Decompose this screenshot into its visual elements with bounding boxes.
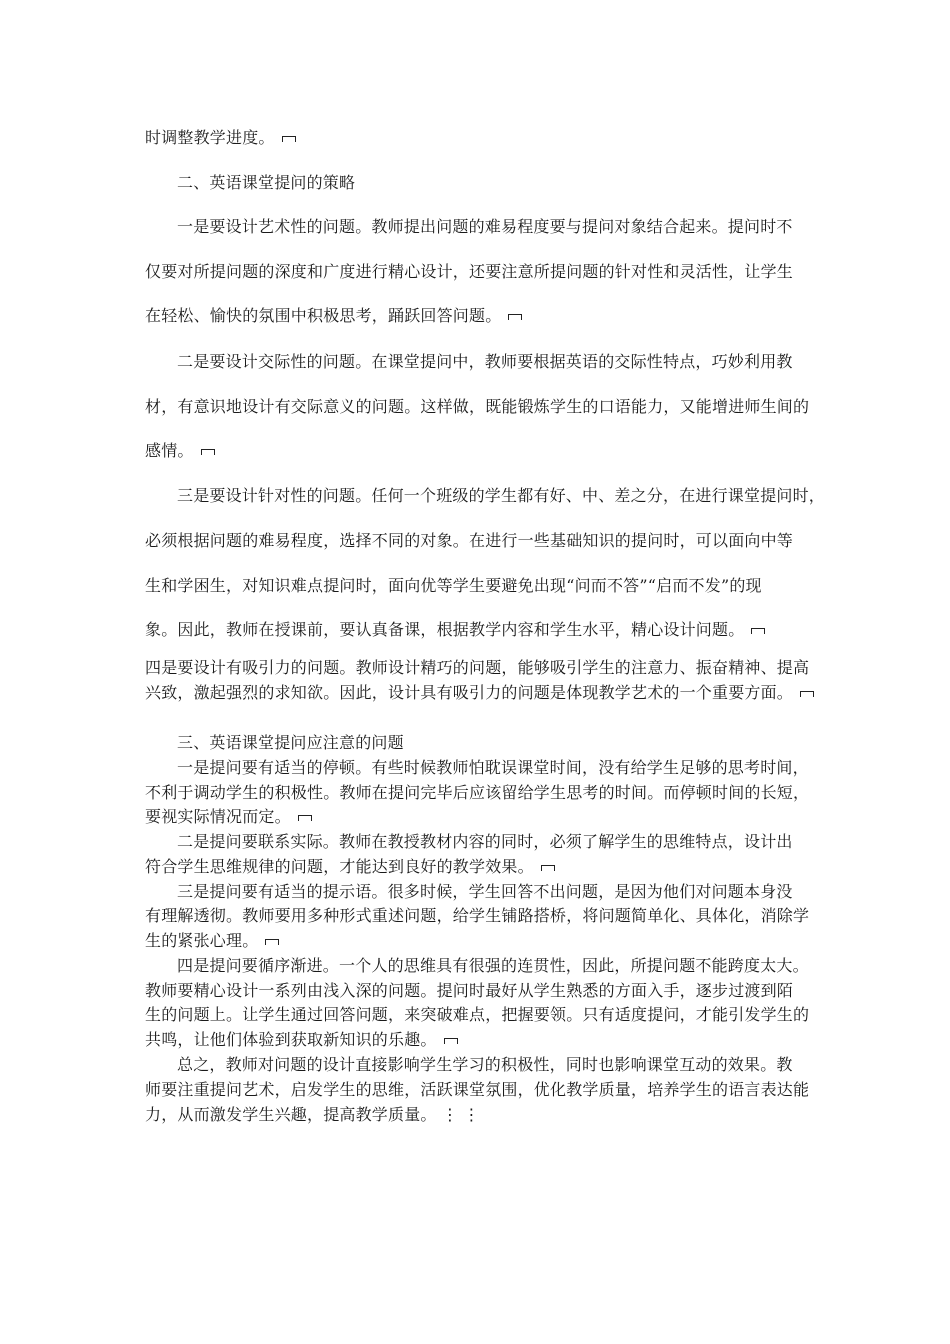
text-line: 在轻松、愉快的氛围中积极思考，踊跃回答问题。 xyxy=(145,306,522,326)
text-line: 二是要设计交际性的问题。在课堂提问中，教师要根据英语的交际性特点，巧妙利用教 xyxy=(177,352,793,371)
text-line: 三是要设计针对性的问题。任何一个班级的学生都有好、中、差之分，在进行课堂提问时， xyxy=(177,486,826,505)
text-line: 力，从而激发学生兴趣，提高教学质量。 ⋮ ⋮ xyxy=(145,1105,480,1124)
text-line: 四是要设计有吸引力的问题。教师设计精巧的问题，能够吸引学生的注意力、振奋精神、提高 xyxy=(145,658,810,677)
paragraph-mark-icon xyxy=(282,136,296,142)
text-line: 共鸣，让他们体验到获取新知识的乐趣。 xyxy=(145,1030,458,1050)
text-line: 教师要精心设计一系列由浅入深的问题。提问时最好从学生熟悉的方面入手，逐步过渡到陌 xyxy=(145,981,794,1000)
paragraph-mark-icon xyxy=(444,1038,458,1044)
text-line: 生和学困生，对知识难点提问时，面向优等学生要避免出现“问而不答”“启而不发”的现 xyxy=(145,576,762,595)
text-line: 生的问题上。让学生通过回答问题，来突破难点，把握要领。只有适度提问，才能引发学生的 xyxy=(145,1005,810,1024)
text-line: 时调整教学进度。 xyxy=(145,128,296,148)
paragraph-mark-icon xyxy=(751,628,765,634)
text-line: 二是提问要联系实际。教师在教授教材内容的同时，必须了解学生的思维特点，设计出 xyxy=(177,832,793,851)
paragraph-mark-icon xyxy=(508,314,522,320)
text-line: 不利于调动学生的积极性。教师在提问完毕后应该留给学生思考的时间。而停顿时间的长短， xyxy=(145,783,810,802)
text-line: 必须根据问题的难易程度，选择不同的对象。在进行一些基础知识的提问时，可以面向中等 xyxy=(145,531,794,550)
paragraph-mark-icon xyxy=(541,865,555,871)
text-line: 要视实际情况而定。 xyxy=(145,807,312,827)
text-line: 一是提问要有适当的停顿。有些时候教师怕耽误课堂时间，没有给学生足够的思考时间， xyxy=(177,758,809,777)
paragraph-mark-icon xyxy=(298,815,312,821)
text-line: 材，有意识地设计有交际意义的问题。这样做，既能锻炼学生的口语能力，又能增进师生间的 xyxy=(145,397,810,416)
text-line: 符合学生思维规律的问题，才能达到良好的教学效果。 xyxy=(145,857,555,877)
text-line: 兴致，激起强烈的求知欲。因此，设计具有吸引力的问题是体现教学艺术的一个重要方面。 xyxy=(145,683,814,703)
paragraph-mark-icon xyxy=(800,691,814,697)
text-line: 一是要设计艺术性的问题。教师提出问题的难易程度要与提问对象结合起来。提问时不 xyxy=(177,217,793,236)
text-line: 师要注重提问艺术，启发学生的思维，活跃课堂氛围，优化教学质量，培养学生的语言表达能 xyxy=(145,1080,810,1099)
text-line: 四是提问要循序渐进。一个人的思维具有很强的连贯性，因此，所提问题不能跨度太大。 xyxy=(177,956,809,975)
text-line: 三是提问要有适当的提示语。很多时候，学生回答不出问题，是因为他们对问题本身没 xyxy=(177,882,793,901)
text-line: 有理解透彻。教师要用多种形式重述问题，给学生铺路搭桥，将问题简单化、具体化，消除学 xyxy=(145,906,810,925)
text-line: 仅要对所提问题的深度和广度进行精心设计，还要注意所提问题的针对性和灵活性，让学生 xyxy=(145,262,794,281)
section-heading-3: 三、英语课堂提问应注意的问题 xyxy=(177,733,404,752)
text-line: 生的紧张心理。 xyxy=(145,931,279,951)
text-line: 象。因此，教师在授课前，要认真备课，根据教学内容和学生水平，精心设计问题。 xyxy=(145,620,765,640)
text-line: 总之，教师对问题的设计直接影响学生学习的积极性，同时也影响课堂互动的效果。教 xyxy=(177,1055,793,1074)
text-line: 感情。 xyxy=(145,441,215,461)
paragraph-mark-icon xyxy=(201,449,215,455)
paragraph-mark-icon xyxy=(265,939,279,945)
section-heading-2: 二、英语课堂提问的策略 xyxy=(177,173,356,192)
